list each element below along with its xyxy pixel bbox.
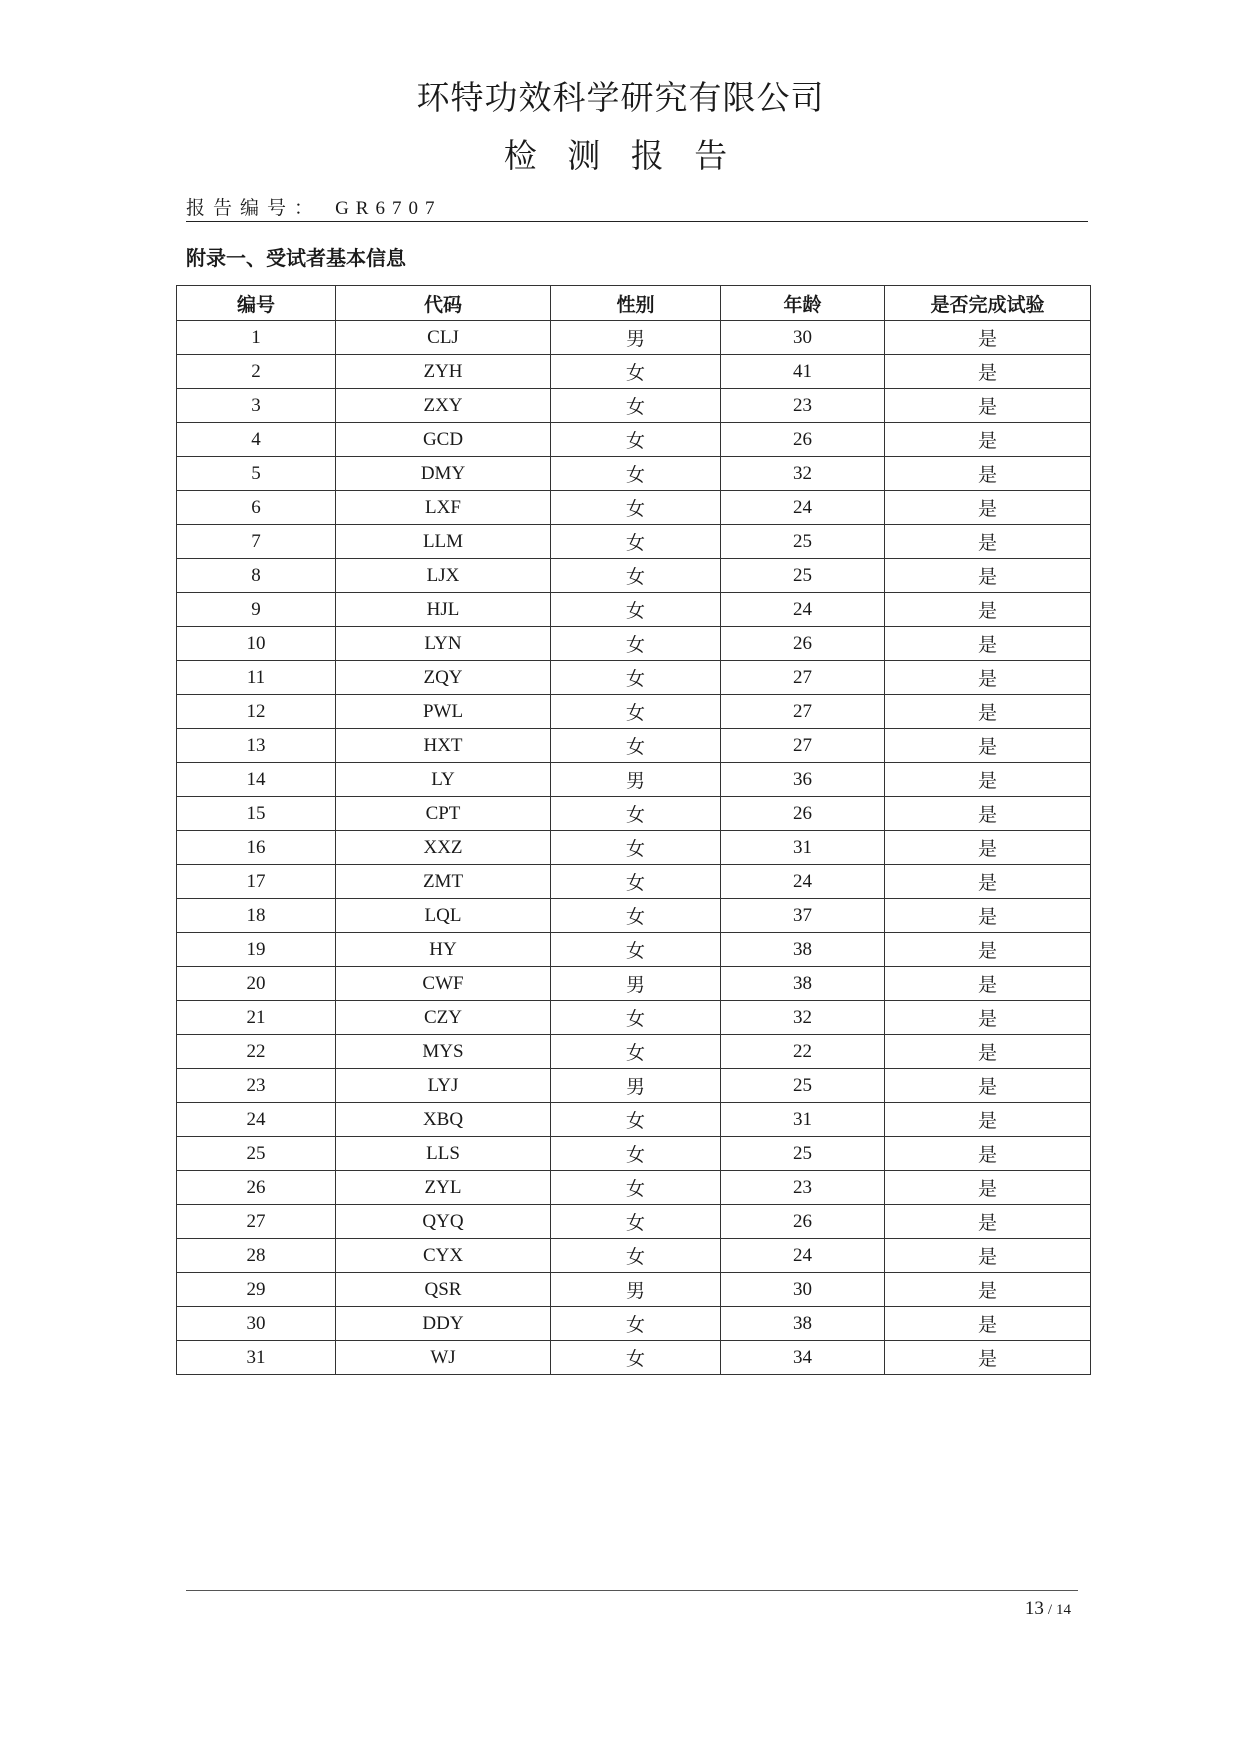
cell-completed: 是 (885, 1341, 1091, 1375)
cell-age: 26 (721, 423, 885, 457)
table-row (177, 559, 1091, 593)
cell-age: 26 (721, 627, 885, 661)
cell-id: 17 (177, 865, 336, 899)
cell-code: XBQ (336, 1103, 551, 1137)
cell-completed: 是 (885, 627, 1091, 661)
cell-completed: 是 (885, 593, 1091, 627)
table-row (177, 525, 1091, 559)
cell-code: ZXY (336, 389, 551, 423)
page-total: 14 (1056, 1602, 1071, 1618)
cell-completed: 是 (885, 695, 1091, 729)
cell-gender: 女 (551, 797, 721, 831)
cell-age: 26 (721, 797, 885, 831)
cell-code: WJ (336, 1341, 551, 1375)
report-number-value: GR6707 (335, 198, 442, 219)
cell-code: HJL (336, 593, 551, 627)
cell-id: 10 (177, 627, 336, 661)
cell-code: QSR (336, 1273, 551, 1307)
cell-completed: 是 (885, 661, 1091, 695)
cell-age: 38 (721, 1307, 885, 1341)
cell-gender: 女 (551, 1205, 721, 1239)
page-current: 13 (1024, 1598, 1044, 1619)
company-name: 环特功效科学研究有限公司 (416, 78, 825, 117)
table-row (177, 389, 1091, 423)
table-row (177, 695, 1091, 729)
cell-id: 6 (177, 491, 336, 525)
cell-id: 22 (177, 1035, 336, 1069)
cell-gender: 女 (551, 355, 721, 389)
cell-age: 30 (721, 321, 885, 355)
cell-completed: 是 (885, 1001, 1091, 1035)
cell-id: 31 (177, 1341, 336, 1375)
cell-code: QYQ (336, 1205, 551, 1239)
cell-completed: 是 (885, 729, 1091, 763)
cell-gender: 女 (551, 389, 721, 423)
cell-code: PWL (336, 695, 551, 729)
table-row (177, 899, 1091, 933)
table-row (177, 865, 1091, 899)
table-row (177, 1273, 1091, 1307)
table-row (177, 593, 1091, 627)
column-header-age: 年龄 (721, 286, 885, 321)
cell-code: LYN (336, 627, 551, 661)
cell-age: 24 (721, 865, 885, 899)
table-row (177, 797, 1091, 831)
cell-code: CWF (336, 967, 551, 1001)
table-row (177, 355, 1091, 389)
cell-id: 12 (177, 695, 336, 729)
table-row (177, 1341, 1091, 1375)
cell-id: 4 (177, 423, 336, 457)
table-row (177, 661, 1091, 695)
cell-age: 25 (721, 1137, 885, 1171)
cell-id: 29 (177, 1273, 336, 1307)
cell-gender: 女 (551, 1137, 721, 1171)
cell-completed: 是 (885, 763, 1091, 797)
cell-completed: 是 (885, 525, 1091, 559)
column-header-gender: 性别 (551, 286, 721, 321)
cell-id: 3 (177, 389, 336, 423)
cell-completed: 是 (885, 1273, 1091, 1307)
cell-code: LLS (336, 1137, 551, 1171)
table-row (177, 1103, 1091, 1137)
cell-completed: 是 (885, 899, 1091, 933)
cell-code: LY (336, 763, 551, 797)
cell-id: 16 (177, 831, 336, 865)
cell-id: 9 (177, 593, 336, 627)
cell-completed: 是 (885, 933, 1091, 967)
cell-code: MYS (336, 1035, 551, 1069)
cell-gender: 女 (551, 593, 721, 627)
cell-completed: 是 (885, 1171, 1091, 1205)
cell-gender: 女 (551, 1239, 721, 1273)
cell-gender: 女 (551, 457, 721, 491)
cell-code: CZY (336, 1001, 551, 1035)
table-row (177, 1069, 1091, 1103)
table-row (177, 1239, 1091, 1273)
cell-id: 11 (177, 661, 336, 695)
cell-id: 26 (177, 1171, 336, 1205)
cell-gender: 男 (551, 321, 721, 355)
cell-completed: 是 (885, 1205, 1091, 1239)
cell-age: 24 (721, 593, 885, 627)
cell-age: 30 (721, 1273, 885, 1307)
cell-gender: 女 (551, 1171, 721, 1205)
table-row (177, 1035, 1091, 1069)
cell-age: 38 (721, 933, 885, 967)
cell-code: GCD (336, 423, 551, 457)
cell-completed: 是 (885, 1307, 1091, 1341)
cell-code: DMY (336, 457, 551, 491)
cell-id: 8 (177, 559, 336, 593)
cell-id: 24 (177, 1103, 336, 1137)
cell-gender: 女 (551, 865, 721, 899)
header-divider (186, 221, 1088, 222)
cell-age: 26 (721, 1205, 885, 1239)
cell-id: 1 (177, 321, 336, 355)
column-header-code: 代码 (336, 286, 551, 321)
cell-age: 24 (721, 1239, 885, 1273)
cell-code: LQL (336, 899, 551, 933)
cell-age: 27 (721, 729, 885, 763)
cell-code: DDY (336, 1307, 551, 1341)
cell-gender: 女 (551, 1103, 721, 1137)
cell-age: 32 (721, 457, 885, 491)
cell-gender: 女 (551, 899, 721, 933)
cell-id: 18 (177, 899, 336, 933)
cell-code: HY (336, 933, 551, 967)
cell-gender: 女 (551, 831, 721, 865)
cell-id: 15 (177, 797, 336, 831)
table-row (177, 729, 1091, 763)
cell-gender: 女 (551, 525, 721, 559)
cell-code: LXF (336, 491, 551, 525)
table-row (177, 1205, 1091, 1239)
cell-completed: 是 (885, 457, 1091, 491)
table-row (177, 763, 1091, 797)
cell-age: 38 (721, 967, 885, 1001)
cell-completed: 是 (885, 831, 1091, 865)
cell-gender: 女 (551, 627, 721, 661)
cell-age: 23 (721, 389, 885, 423)
cell-age: 23 (721, 1171, 885, 1205)
table-row (177, 1171, 1091, 1205)
cell-age: 31 (721, 1103, 885, 1137)
cell-gender: 女 (551, 695, 721, 729)
page-separator: / (1047, 1602, 1052, 1618)
cell-completed: 是 (885, 389, 1091, 423)
cell-gender: 男 (551, 763, 721, 797)
cell-id: 19 (177, 933, 336, 967)
table-row (177, 627, 1091, 661)
cell-completed: 是 (885, 423, 1091, 457)
cell-id: 14 (177, 763, 336, 797)
cell-code: CYX (336, 1239, 551, 1273)
cell-gender: 女 (551, 491, 721, 525)
cell-gender: 女 (551, 1341, 721, 1375)
cell-id: 2 (177, 355, 336, 389)
cell-code: HXT (336, 729, 551, 763)
cell-age: 22 (721, 1035, 885, 1069)
cell-age: 27 (721, 695, 885, 729)
section-title: 附录一、受试者基本信息 (186, 246, 406, 270)
cell-id: 21 (177, 1001, 336, 1035)
table-row (177, 491, 1091, 525)
table-row (177, 457, 1091, 491)
table-row (177, 423, 1091, 457)
cell-completed: 是 (885, 1137, 1091, 1171)
cell-id: 13 (177, 729, 336, 763)
cell-code: ZQY (336, 661, 551, 695)
column-header-completed: 是否完成试验 (885, 286, 1091, 321)
cell-completed: 是 (885, 1069, 1091, 1103)
cell-age: 31 (721, 831, 885, 865)
page-counter (1025, 1598, 1071, 1620)
cell-age: 25 (721, 559, 885, 593)
footer-divider (186, 1590, 1078, 1591)
cell-code: XXZ (336, 831, 551, 865)
table-row (177, 831, 1091, 865)
report-number (186, 193, 441, 220)
cell-gender: 女 (551, 1035, 721, 1069)
cell-age: 27 (721, 661, 885, 695)
cell-age: 24 (721, 491, 885, 525)
cell-id: 5 (177, 457, 336, 491)
table-row (177, 1307, 1091, 1341)
cell-completed: 是 (885, 865, 1091, 899)
table-row (177, 967, 1091, 1001)
cell-code: ZYH (336, 355, 551, 389)
cell-gender: 女 (551, 559, 721, 593)
cell-gender: 男 (551, 1069, 721, 1103)
cell-gender: 女 (551, 729, 721, 763)
cell-code: LYJ (336, 1069, 551, 1103)
cell-age: 25 (721, 525, 885, 559)
cell-gender: 女 (551, 1001, 721, 1035)
table-row (177, 933, 1091, 967)
cell-gender: 女 (551, 1307, 721, 1341)
report-number-label: 报告编号： (186, 197, 322, 219)
cell-completed: 是 (885, 491, 1091, 525)
cell-code: CLJ (336, 321, 551, 355)
cell-completed: 是 (885, 1035, 1091, 1069)
cell-code: LLM (336, 525, 551, 559)
cell-age: 32 (721, 1001, 885, 1035)
cell-id: 23 (177, 1069, 336, 1103)
cell-id: 27 (177, 1205, 336, 1239)
cell-gender: 女 (551, 661, 721, 695)
cell-age: 37 (721, 899, 885, 933)
cell-gender: 女 (551, 933, 721, 967)
cell-completed: 是 (885, 797, 1091, 831)
cell-code: LJX (336, 559, 551, 593)
cell-age: 34 (721, 1341, 885, 1375)
cell-id: 28 (177, 1239, 336, 1273)
cell-code: ZMT (336, 865, 551, 899)
table-header-row (177, 286, 1091, 321)
cell-code: CPT (336, 797, 551, 831)
cell-id: 20 (177, 967, 336, 1001)
document-title: 检 测 报 告 (503, 136, 738, 175)
cell-age: 41 (721, 355, 885, 389)
cell-code: ZYL (336, 1171, 551, 1205)
column-header-id: 编号 (177, 286, 336, 321)
table-row (177, 1137, 1091, 1171)
table-row (177, 321, 1091, 355)
cell-id: 7 (177, 525, 336, 559)
cell-id: 25 (177, 1137, 336, 1171)
cell-completed: 是 (885, 321, 1091, 355)
cell-completed: 是 (885, 967, 1091, 1001)
cell-completed: 是 (885, 1239, 1091, 1273)
cell-completed: 是 (885, 559, 1091, 593)
subject-info-table (176, 285, 1091, 1375)
cell-age: 25 (721, 1069, 885, 1103)
cell-age: 36 (721, 763, 885, 797)
cell-gender: 男 (551, 967, 721, 1001)
table-row (177, 1001, 1091, 1035)
table-body (177, 321, 1091, 1375)
cell-gender: 男 (551, 1273, 721, 1307)
cell-completed: 是 (885, 355, 1091, 389)
cell-gender: 女 (551, 423, 721, 457)
cell-id: 30 (177, 1307, 336, 1341)
cell-completed: 是 (885, 1103, 1091, 1137)
